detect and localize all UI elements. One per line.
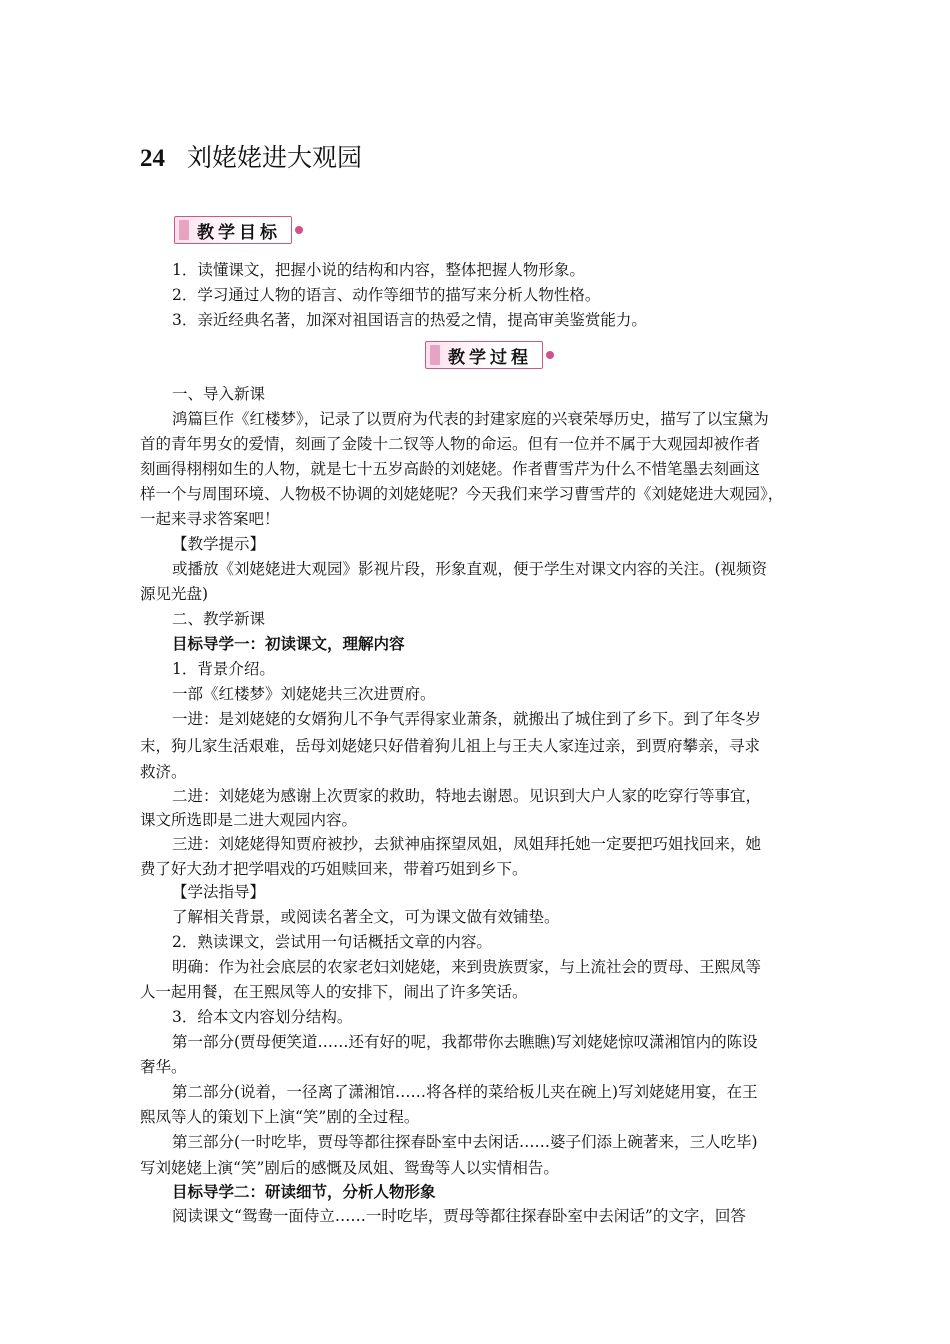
- text-line: 【学法指导】: [172, 883, 266, 901]
- text-line: 熙凤等人的策划下上演“笑”剧的全过程。: [140, 1108, 420, 1126]
- text-line: 首的青年男女的爱情，刻画了金陵十二钗等人物的命运。但有一位并不属于大观园却被作者: [140, 435, 761, 453]
- text-line: 目标导学一：初读课文，理解内容: [172, 636, 405, 653]
- text-line: 目标导学二：研读细节，分析人物形象: [172, 1184, 436, 1201]
- text-line: 或播放《刘姥姥进大观园》影视片段，形象直观，便于学生对课文内容的关注。(视频资: [172, 560, 768, 578]
- badge-dot-icon: [295, 226, 303, 234]
- text-line: 一进：是刘姥姥的女婿狗儿不争气弄得家业萧条，就搬出了城住到了乡下。到了年冬岁: [172, 710, 762, 728]
- text-line: 2．学习通过人物的语言、动作等细节的描写来分析人物性格。: [172, 286, 601, 304]
- text-line: 3．亲近经典名著，加深对祖国语言的热爱之情，提高审美鉴赏能力。: [172, 311, 647, 329]
- text-line: 救济。: [140, 763, 187, 781]
- text-line: 一部《红楼梦》刘姥姥共三次进贾府。: [172, 685, 436, 703]
- text-line: 【教学提示】: [172, 535, 266, 553]
- text-line: 末，狗儿家生活艰难，岳母刘姥姥只好借着狗儿祖上与王夫人家连过亲，到贾府攀亲，寻求: [140, 737, 761, 755]
- text-line: 费了好大劲才把学唱戏的巧姐赎回来，带着巧姐到乡下。: [140, 860, 528, 878]
- badge-process-label: 教学过程: [425, 341, 543, 369]
- text-line: 源见光盘): [140, 585, 209, 603]
- text-line: 第三部分(一时吃毕，贾母等都往探春卧室中去闲话……婆子们添上碗著来，三人吃毕): [172, 1133, 758, 1151]
- text-line: 二、教学新课: [172, 610, 266, 628]
- text-line: 课文所选即是二进大观园内容。: [140, 811, 358, 829]
- section-badge-process: [425, 341, 554, 369]
- text-line: 明确：作为社会底层的农家老妇刘姥姥，来到贵族贾家，与上流社会的贾母、王熙凤等: [172, 958, 762, 976]
- text-line: 第二部分(说着，一径离了潇湘馆……将各样的菜给板儿夹在碗上)写刘姥姥用宴，在王: [172, 1083, 758, 1101]
- lesson-number: 24: [140, 145, 165, 172]
- page-title: [140, 138, 362, 174]
- text-line: 1．读懂课文，把握小说的结构和内容，整体把握人物形象。: [172, 261, 585, 279]
- text-line: 3．给本文内容划分结构。: [172, 1008, 353, 1026]
- text-line: 刻画得栩栩如生的人物，就是七十五岁高龄的刘姥姥。作者曹雪芹为什么不惜笔墨去刻画这: [140, 460, 761, 478]
- text-line: 奢华。: [140, 1058, 187, 1076]
- text-line: 阅读课文“鸳鸯一面侍立……一时吃毕，贾母等都往探春卧室中去闲话”的文字，回答: [172, 1207, 746, 1225]
- text-line: 2．熟读课文，尝试用一句话概括文章的内容。: [172, 933, 492, 951]
- text-line: 一起来寻求答案吧！: [140, 510, 280, 528]
- text-line: 第一部分(贾母便笑道……还有好的呢，我都带你去瞧瞧)写刘姥姥惊叹潇湘馆内的陈设: [172, 1033, 758, 1051]
- text-line: 人一起用餐，在王熙凤等人的安排下，闹出了许多笑话。: [140, 983, 528, 1001]
- text-line: 鸿篇巨作《红楼梦》，记录了以贾府为代表的封建家庭的兴衰荣辱历史，描写了以宝黛为: [172, 410, 769, 428]
- text-line: 二进：刘姥姥为感谢上次贾家的救助，特地去谢恩。见识到大户人家的吃穿行等事宜，: [172, 787, 762, 805]
- text-line: 三进：刘姥姥得知贾府被抄，去狱神庙探望凤姐，凤姐拜托她一定要把巧姐找回来，她: [172, 835, 762, 853]
- lesson-title: 刘姥姥进大观园: [187, 143, 363, 172]
- text-line: 写刘姥姥上演“笑”剧后的感慨及凤姐、鸳鸯等人以实情相告。: [140, 1159, 559, 1177]
- text-line: 样一个与周围环境、人物极不协调的刘姥姥呢？今天我们来学习曹雪芹的《刘姥姥进大观园》，: [140, 485, 784, 503]
- badge-goals-label: 教学目标: [174, 216, 292, 244]
- badge-dot-icon: [546, 351, 554, 359]
- text-line: 1．背景介绍。: [172, 660, 275, 678]
- section-badge-goals: [174, 216, 303, 244]
- text-line: 一、导入新课: [172, 385, 266, 403]
- text-line: 了解相关背景，或阅读名著全文，可为课文做有效铺垫。: [172, 908, 560, 926]
